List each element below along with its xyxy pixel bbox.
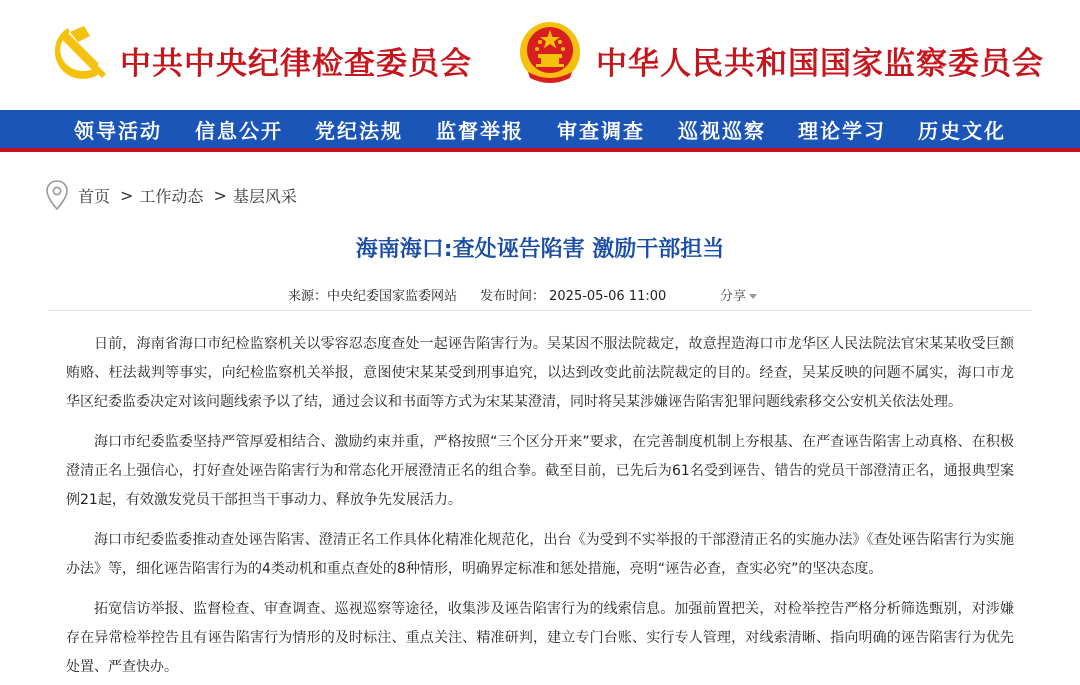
nav-item-report[interactable]: 监督举报 [436,119,524,143]
party-emblem-icon [48,22,110,84]
share-button[interactable] [720,285,757,304]
breadcrumb-home[interactable]: 首页 [78,186,111,206]
chevron-down-icon [749,294,757,299]
national-emblem-icon [518,20,582,86]
meta-divider [48,310,1032,311]
article-title: 海南海口:查处诬告陷害 激励干部担当 [355,237,725,262]
article-paragraph: 海口市纪委监委坚持严管厚爱相结合、激励约束并重，严格按照“三个区分开来”要求，在完善制度机制上夯根基、在严查诬告陷害上动真格、在积极澄清正名上强信心，打好查处诬告陷害行为和常态化开展澄清正名的组合拳。截至目前，已先后为61名受到诬告、错告的党员干部澄清正名，通报典型案例21起，有效激发党员干部担当干事动力、释放争先发展活力。 [66,434,1014,508]
article-paragraph: 海口市纪委监委推动查处诬告陷害、澄清正名工作具体化精准化规范化，出台《为受到不实举报的干部澄清正名的实施办法》《查处诬告陷害行为实施办法》等，细化诬告陷害行为的4类动机和重点查处的8种情形，明确界定标准和惩处措施，亮明“诬告必查，查实必究”的坚决态度。 [66,532,1014,577]
nav-item-investigation[interactable]: 审查调查 [557,119,645,143]
article-paragraph: 日前，海南省海口市纪检监察机关以零容忍态度查处一起诬告陷害行为。吴某因不服法院裁定，故意捏造海口市龙华区人民法院法官宋某某收受巨额贿赂、枉法裁判等事实，向纪检监察机关举报，意图使宋某某受到刑事追究，以达到改变此前法院裁定的目的。经查，吴某反映的问题不属实，海口市龙华区纪委监委决定对该问题线索予以了结，通过会议和书面等方式为宋某某澄清，同时将吴某涉嫌诬告陷害犯罪问题线索移交公安机关依法处理。 [66,336,1014,410]
nav-item-history[interactable]: 历史文化 [918,119,1006,143]
nsc-title: 中华人民共和国国家监察委员会 [596,46,1044,82]
breadcrumb [46,180,297,210]
nav-item-theory[interactable]: 理论学习 [798,119,886,143]
article-publish-time: 发布时间： 2025-05-06 11:00 [480,289,667,304]
breadcrumb-grassroots[interactable]: 基层风采 [232,186,297,206]
breadcrumb-work-news[interactable]: 工作动态 [139,186,204,206]
site-header [0,0,1080,110]
article-paragraph: 拓宽信访举报、监督检查、审查调查、巡视巡察等途径，收集涉及诬告陷害行为的线索信息。加强前置把关，对检举控告严格分析筛选甄别，对涉嫌存在异常检举控告且有诬告陷害行为情形的及时标注、重点关注、精准研判，建立专门台账、实行专人管理，对线索清晰、指向明确的诬告陷害行为优先处置、严查快办。 [66,601,1014,675]
nav-item-regulations[interactable]: 党纪法规 [315,119,403,143]
breadcrumb-separator: > [213,185,227,205]
share-label: 分享 [720,289,747,304]
article-body [66,330,1014,685]
article-source: 来源：中央纪委国家监委网站 [288,289,458,304]
nav-item-disclosure[interactable]: 信息公开 [195,119,283,143]
breadcrumb-separator: > [120,185,134,205]
nav-item-inspection[interactable]: 巡视巡察 [678,119,766,143]
nav-item-leadership[interactable]: 领导活动 [74,119,162,143]
ccdi-title: 中共中央纪律检查委员会 [120,46,472,82]
location-pin-icon [46,180,68,210]
main-nav [0,110,1080,152]
